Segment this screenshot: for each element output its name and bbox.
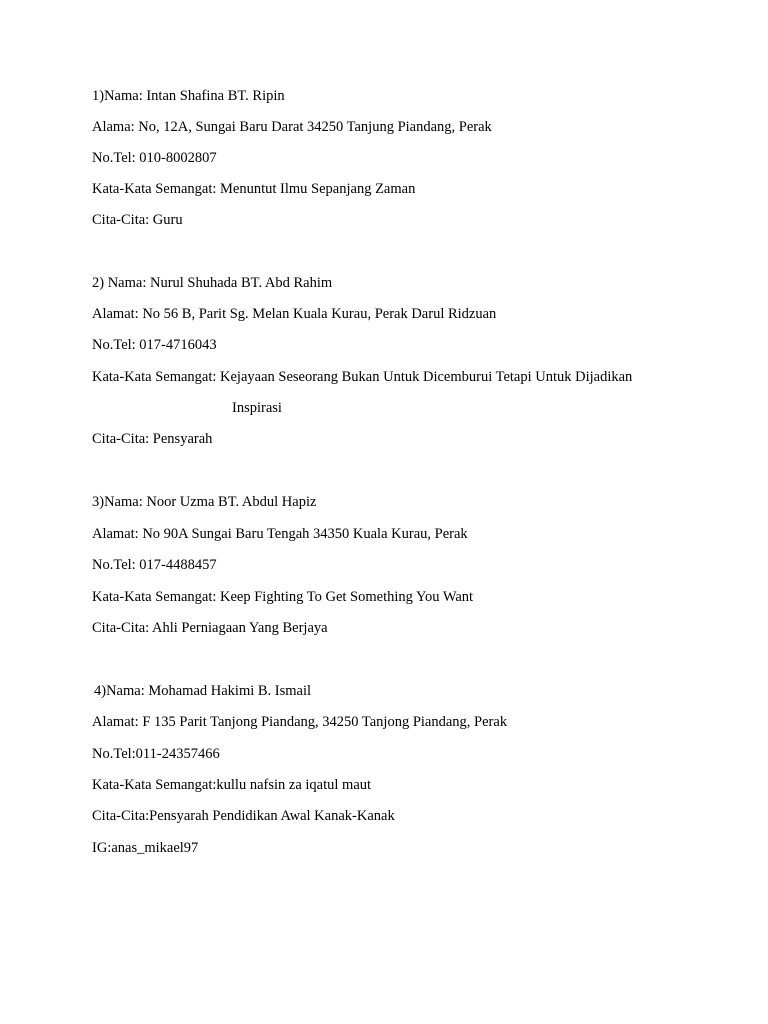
entry-4-alamat: Alamat: F 135 Parit Tanjong Piandang, 34250 Tanjong Piandang, Perak: [92, 714, 508, 730]
entry-2-semangat-cont: Inspirasi: [232, 400, 282, 416]
entry-1-semangat: Kata-Kata Semangat: Menuntut Ilmu Sepanjang Zaman: [92, 181, 416, 197]
entry-3-nama: 3)Nama: Noor Uzma BT. Abdul Hapiz: [92, 494, 317, 510]
entry-2-nama: 2) Nama: Nurul Shuhada BT. Abd Rahim: [92, 275, 333, 291]
entry-2-tel: No.Tel: 017-4716043: [92, 337, 217, 353]
entry-1-tel: No.Tel: 010-8002807: [92, 150, 217, 166]
entry-1-nama: 1)Nama: Intan Shafina BT. Ripin: [92, 88, 285, 104]
entry-4-ig: IG:anas_mikael97: [92, 840, 199, 856]
entry-4-nama: 4)Nama: Mohamad Hakimi B. Ismail: [94, 683, 312, 699]
entry-2-alamat: Alamat: No 56 B, Parit Sg. Melan Kuala Kurau, Perak Darul Ridzuan: [92, 306, 497, 322]
entry-4-semangat: Kata-Kata Semangat:kullu nafsin za iqatul maut: [92, 777, 372, 793]
entry-4-tel: No.Tel:011-24357466: [92, 746, 220, 762]
entry-3-semangat: Kata-Kata Semangat: Keep Fighting To Get Something You Want: [92, 589, 474, 605]
entry-2-semangat: Kata-Kata Semangat: Kejayaan Seseorang Bukan Untuk Dicemburui Tetapi Untuk Dijadikan: [92, 369, 633, 385]
entry-3-cita: Cita-Cita: Ahli Perniagaan Yang Berjaya: [92, 620, 328, 636]
entry-1-alamat: Alama: No, 12A, Sungai Baru Darat 34250 Tanjung Piandang, Perak: [92, 119, 492, 135]
entry-1-cita: Cita-Cita: Guru: [92, 212, 183, 228]
entry-2-cita: Cita-Cita: Pensyarah: [92, 431, 213, 447]
entry-3-alamat: Alamat: No 90A Sungai Baru Tengah 34350 Kuala Kurau, Perak: [92, 526, 468, 542]
entry-4-cita: Cita-Cita:Pensyarah Pendidikan Awal Kanak-Kanak: [92, 808, 395, 824]
entry-3-tel: No.Tel: 017-4488457: [92, 557, 217, 573]
